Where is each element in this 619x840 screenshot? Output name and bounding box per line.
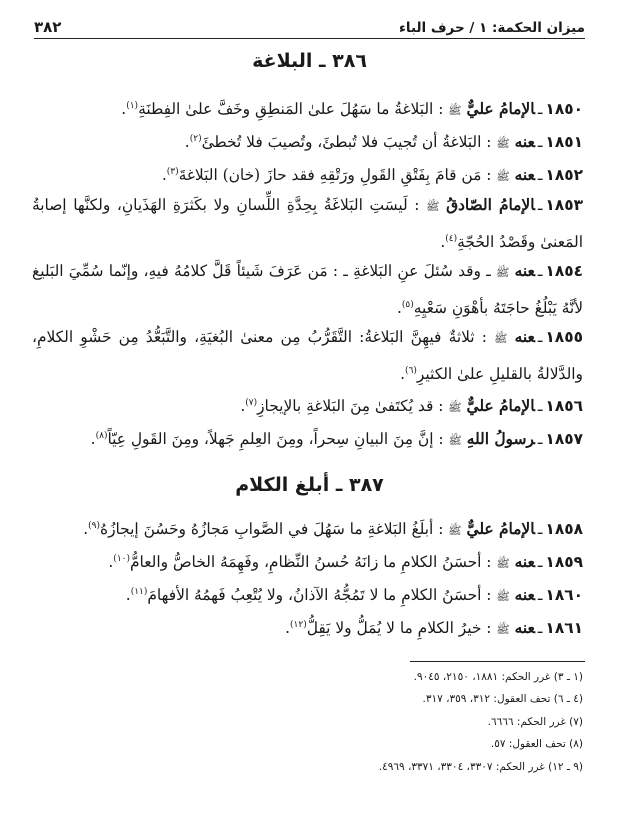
hadith-text: : خيرُ الكلامِ ما لا يُمَلُّ ولا يَقِلُّ (306, 619, 492, 638)
hadith-source: الإمامُ عليٌّ (466, 100, 535, 119)
footnote-marker: (١١) (130, 587, 148, 597)
hadith-source: عنه (514, 262, 535, 280)
hadith-text: : قد يُكتَفىٰ مِنَ البَلاغةِ بالإيجازِ (257, 397, 444, 416)
hadith-number: ١٨٥٧ (545, 430, 583, 449)
hadith-text: : لَيسَتِ البَلاغَةُ بِحِدَّةِ اللِّسانِ ولا بكَثرَةِ الهَذَيانِ، ولكنَّها إصابةُ المَعنىٰ وقَصْدُ الحُجّةِ (32, 196, 583, 252)
hadith-source: عنه (514, 586, 535, 605)
hadith-item: ١٨٥٢ـعنه ﷺ : مَن قامَ بِفَتْقِ القَولِ ورَتْقِهِ فقد حازَ (خان) البَلاغةَ$^{(٣)}$. (161, 166, 583, 185)
honorific-glyph: ﷺ (496, 137, 510, 151)
footnote-line: (١ ـ ٣) غرر الحكم: ١٨٨١، ٢١٥٠، ٩٠٤٥. (413, 671, 583, 683)
footnote-line: (٨) تحف العقول: ٥٧. (490, 738, 583, 751)
hadith-number: ١٨٥٢ (545, 166, 583, 185)
page-number: ٣٨٢ (34, 18, 62, 36)
honorific-glyph: ﷺ (448, 524, 462, 538)
hadith-number: ١٨٥١ (545, 133, 583, 152)
hadith-source: عنه (514, 619, 535, 638)
footnote-line: (٩ ـ ١٢) غرر الحكم: ٣٣٠٧، ٣٣٠٤، ٣٣٧١، ٤٩٦٩. (378, 760, 583, 773)
footnote-marker: (٩) (88, 521, 100, 531)
hadith-item: ١٨٥٦ـالإمامُ عليٌّ ﷺ : قد يُكتَفىٰ مِنَ البَلاغةِ بالإيجازِ$^{(٧)}$. (240, 397, 583, 416)
hadith-text: : البَلاغةُ أن تُجيبَ فلا تُبطئَ، وتُصيبَ فلا تُخطئَ (201, 133, 492, 152)
hadith-source: عنه (514, 133, 535, 152)
honorific-glyph: ﷺ (496, 623, 510, 637)
honorific-glyph: ﷺ (426, 200, 440, 213)
hadith-source: عنه (514, 553, 535, 572)
hadith-item: ١٨٦١ـعنه ﷺ : خيرُ الكلامِ ما لا يُمَلُّ ولا يَقِلُّ$^{(١٢)}$. (285, 619, 583, 638)
section-heading-ablagh-al-kalam: ٣٨٧ ـ أبلغ الكلام (235, 474, 384, 496)
honorific-glyph: ﷺ (448, 434, 462, 448)
hadith-text: : البَلاغةُ ما سَهُلَ علىٰ المَنطِقِ وخَفَّ علىٰ الفِطنَةِ (138, 100, 444, 119)
hadith-text: : أحسَنُ الكلامِ ما زانَهُ حُسنُ النِّظامِ، وفَهِمَهُ الخاصُّ والعامُّ (130, 553, 492, 572)
hadith-item: ١٨٥٨ـالإمامُ عليٌّ ﷺ : أبلَغُ البَلاغةِ ما سَهُلَ في الصَّوابِ مَجازُهُ وحَسُنَ إيجازُهُ$^{(٩)}$. (83, 520, 583, 539)
footnote-marker: (١٠) (113, 554, 130, 564)
hadith-number: ١٨٥٨ (545, 520, 583, 539)
footnote-marker: (١) (126, 101, 139, 111)
hadith-number: ١٨٥٥ (545, 328, 583, 346)
honorific-glyph: ﷺ (496, 590, 510, 604)
hadith-text: : أبلَغُ البَلاغةِ ما سَهُلَ في الصَّوابِ مَجازُهُ وحَسُنَ إيجازُهُ (100, 520, 444, 539)
hadith-source: عنه (514, 328, 535, 346)
honorific-glyph: ﷺ (494, 332, 508, 345)
honorific-glyph: ﷺ (496, 557, 510, 571)
hadith-text: : أحسَنُ الكلامِ ما لا تَمُجُّهُ الآذانُ، ولا يُتْعِبُ فَهمُهُ الأفهامَ (147, 586, 492, 605)
footnote-marker: (٨) (95, 431, 108, 441)
footnote-marker: (٤) (445, 234, 458, 244)
hadith-text: ـ وقد سُئلَ عنِ البَلاغةِ ـ : مَن عَرَفَ شَيئاً قَلَّ كلامُهُ فيهِ، وإنّما سُمِّيَ البَليغ لأنَّهُ يَبْلُغُ حاجَتَهُ بأهْوَنِ سَعْيِهِ (32, 262, 583, 318)
footnote-line: (٤ ـ ٦) تحف العقول: ٣١٢، ٣٥٩، ٣١٧. (422, 693, 583, 706)
hadith-item: ١٨٥٤ـعنه ﷺ ـ وقد سُئلَ عنِ البَلاغةِ ـ : مَن عَرَفَ شَيئاً قَلَّ كلامُهُ فيهِ، وإنّما سُمِّيَ البَليغ لأنَّهُ يَبْلُغُ حاجَتَهُ بأهْوَنِ سَعْيِهِ$^{(٥)}$. (32, 262, 583, 318)
hadith-number: ١٨٥٠ (545, 100, 583, 119)
footnote-marker: (٦) (405, 366, 417, 376)
honorific-glyph: ﷺ (448, 104, 462, 118)
footnote-divider (410, 661, 585, 662)
footnote-marker: (٣) (166, 167, 179, 177)
hadith-number: ١٨٦٠ (545, 586, 583, 605)
hadith-item: ١٨٥٠ـالإمامُ عليٌّ ﷺ : البَلاغةُ ما سَهُلَ علىٰ المَنطِقِ وخَفَّ علىٰ الفِطنَةِ$^{(١)}$. (121, 100, 583, 119)
footnote-marker: (٧) (245, 398, 258, 408)
hadith-text: : إنَّ مِنَ البيانِ سِحراً، ومِنَ العِلمِ جَهلاً، ومِنَ القَولِ عِيّاً (107, 430, 444, 449)
hadith-number: ١٨٥٩ (545, 553, 583, 572)
footnotes (36, 666, 583, 778)
hadith-source: الإمامُ الصّادقُ (446, 196, 535, 214)
hadith-source: الإمامُ عليٌّ (466, 520, 535, 539)
section-heading-balagha: ٣٨٦ ـ البلاغة (252, 50, 367, 72)
hadith-source: رسولُ اللهِ (466, 430, 535, 449)
hadith-text: : مَن قامَ بِفَتْقِ القَولِ ورَتْقِهِ فقد حازَ (خان) البَلاغةَ (178, 166, 492, 185)
footnote-marker: (٢) (189, 134, 202, 144)
hadith-source: الإمامُ عليٌّ (466, 397, 535, 416)
hadith-item: ١٨٥٥ـعنه ﷺ : ثلاثةٌ فيهِنَّ البَلاغةُ: التَّقَرُّبُ مِن معنىٰ البُغيَةِ، والتَّبَعُّدُ مِن حَشْوِ الكلامِ، والدَّلالةُ بالقليلِ علىٰ الكثيرِ$^{(٦)}$. (32, 328, 583, 384)
footnote-marker: (٥) (401, 300, 414, 310)
footnote-line: (٧) غرر الحكم: ٦٦٦٦. (487, 715, 583, 728)
honorific-glyph: ﷺ (496, 170, 510, 184)
hadith-item: ١٨٦٠ـعنه ﷺ : أحسَنُ الكلامِ ما لا تَمُجُّهُ الآذانُ، ولا يُتْعِبُ فَهمُهُ الأفهامَ$^{(١١)}$. (125, 586, 583, 605)
hadith-item: ١٨٥٣ـالإمامُ الصّادقُ ﷺ : لَيسَتِ البَلاغَةُ بِحِدَّةِ اللِّسانِ ولا بكَثرَةِ الهَذَيانِ، ولكنَّها إصابةُ المَعنىٰ وقَصْدُ الحُجّةِ$^{(٤)}$. (32, 196, 583, 252)
hadith-item: ١٨٥١ـعنه ﷺ : البَلاغةُ أن تُجيبَ فلا تُبطئَ، وتُصيبَ فلا تُخطئَ$^{(٢)}$. (184, 133, 583, 152)
footnote-marker: (١٢) (290, 620, 307, 630)
hadith-source: عنه (514, 166, 535, 185)
hadith-number: ١٨٥٣ (545, 196, 583, 214)
hadith-number: ١٨٦١ (545, 619, 583, 638)
honorific-glyph: ﷺ (448, 401, 462, 415)
hadith-number: ١٨٥٦ (545, 397, 583, 416)
hadith-text: : ثلاثةٌ فيهِنَّ البَلاغةُ: التَّقَرُّبُ مِن معنىٰ البُغيَةِ، والتَّبَعُّدُ مِن حَشْوِ الكلامِ، والدَّلالةُ بالقليلِ علىٰ الكثيرِ (32, 328, 583, 384)
page-header (34, 10, 585, 39)
honorific-glyph: ﷺ (496, 266, 510, 279)
hadith-number: ١٨٥٤ (545, 262, 583, 280)
running-title: ميزان الحكمة: ١ / حرف الباء (398, 20, 585, 36)
hadith-item: ١٨٥٩ـعنه ﷺ : أحسَنُ الكلامِ ما زانَهُ حُسنُ النِّظامِ، وفَهِمَهُ الخاصُّ والعامُّ$^{(١٠)}$. (108, 553, 583, 572)
hadith-item: ١٨٥٧ـرسولُ اللهِ ﷺ : إنَّ مِنَ البيانِ سِحراً، ومِنَ العِلمِ جَهلاً، ومِنَ القَولِ عِيّاً$^{(٨)}$. (90, 430, 583, 449)
